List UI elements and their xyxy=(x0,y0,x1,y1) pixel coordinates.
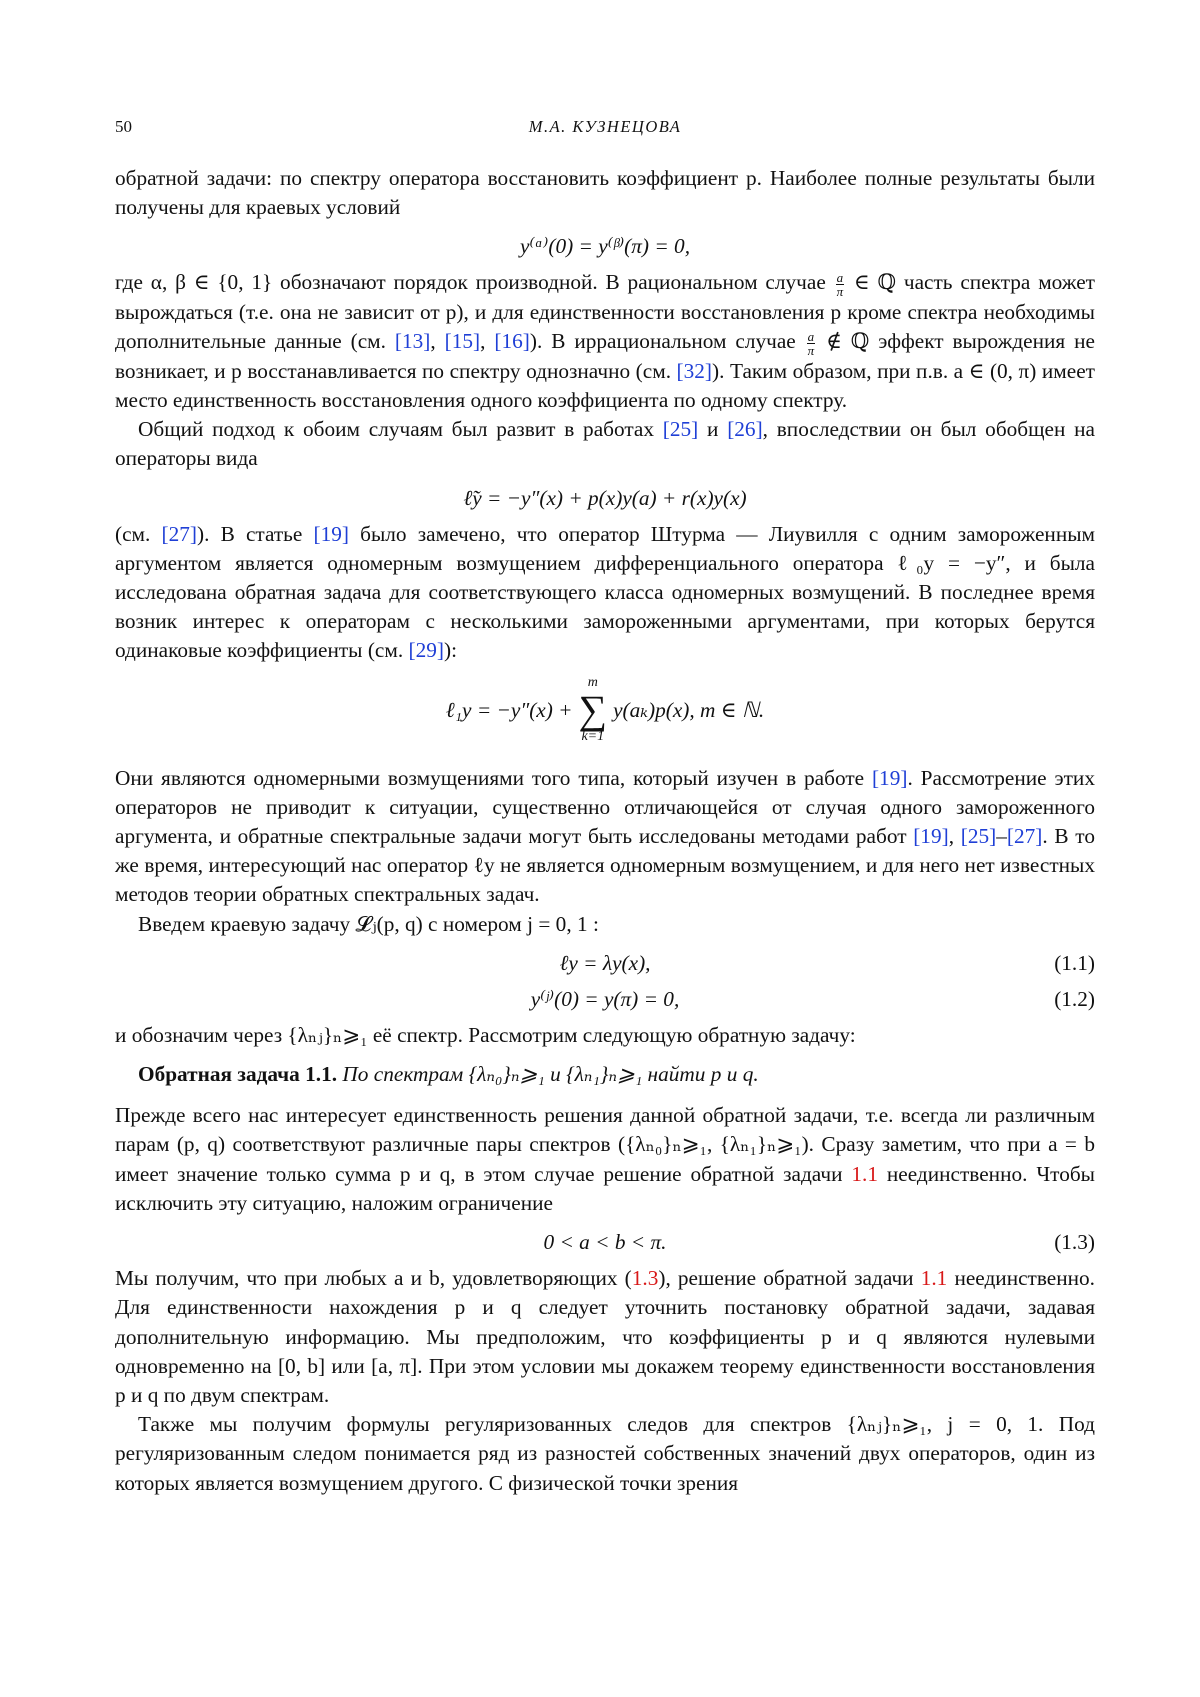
equation-number: (1.3) xyxy=(1054,1230,1095,1255)
tilde-operator-equation xyxy=(115,480,1095,516)
equation-number: (1.1) xyxy=(1054,950,1095,975)
sum-lower-limit: k=1 xyxy=(581,728,605,744)
paragraph-4 xyxy=(115,520,1095,666)
citation-19[interactable]: [19] xyxy=(871,765,908,790)
text-run: , xyxy=(430,329,445,354)
text-run: , впоследствии он был обобщен на операторы вида xyxy=(115,417,1095,471)
equation-text: 0 < a < b < π. xyxy=(543,1230,667,1255)
sum-upper-limit: m xyxy=(587,674,598,690)
problem-text: По спектрам {λₙ₀}ₙ⩾₁ и {λₙ₁}ₙ⩾₁ найти p и q. xyxy=(337,1062,759,1087)
equation-link-1-3[interactable]: 1.3 xyxy=(631,1266,659,1291)
citation-15[interactable]: [15] xyxy=(444,329,481,354)
running-head: М.А. КУЗНЕЦОВА xyxy=(528,117,682,136)
text-run: ), решение обратной задачи xyxy=(658,1266,921,1291)
citation-19[interactable]: [19] xyxy=(313,521,349,546)
citation-29[interactable]: [29] xyxy=(408,638,444,663)
text-run: Прежде всего нас интересует единственность решения данной обратной задачи, т.е. всегда ли различным парам (p, q) соответствуют различные пары спектров ({λₙ₀}ₙ⩾₁, {λₙ₁}ₙ⩾₁). Сразу заметим, что при a = b имеет значение только сумма p и q, в этом случае решение обратной задачи xyxy=(115,1103,1095,1186)
problem-link-1-1[interactable]: 1.1 xyxy=(851,1161,879,1186)
paragraph-10: Также мы получим формулы регуляризованных следов для спектров {λₙⱼ}ₙ⩾₁, j = 0, 1. Под регуляризованным следом понимается ряд из разностей собственных значений двух операторов, один из которых является возмущением другого. С физической точки зрения xyxy=(115,1412,1095,1495)
text-run: где α, β ∈ {0, 1} обозначают порядок производной. В рациональном случае xyxy=(115,270,834,295)
problem-link-1-1[interactable]: 1.1 xyxy=(920,1266,948,1291)
text-run: неединственно. Чтобы исключить эту ситуацию, наложим ограничение xyxy=(115,1161,1095,1215)
text-run: ). В иррациональном случае xyxy=(529,329,805,354)
equation-1-2 xyxy=(115,981,1095,1017)
problem-statement xyxy=(115,1060,1095,1089)
paragraph-3 xyxy=(115,415,1095,473)
citation-13[interactable]: [13] xyxy=(394,329,431,354)
equation-text: y⁽ʲ⁾(0) = y(π) = 0, xyxy=(530,986,680,1011)
equation-number: (1.2) xyxy=(1054,986,1095,1011)
citation-26[interactable]: [26] xyxy=(727,417,763,442)
text-run: . В то же время, интересующий нас оператор ℓy не является одномерным возмущением, и для него нет известных методов теории обратных спектральных задач. xyxy=(115,824,1095,907)
page-header xyxy=(115,112,1095,140)
equation-lhs: ℓ₁y = −y″(x) + xyxy=(445,697,573,722)
problem-label: Обратная задача 1.1. xyxy=(138,1062,338,1087)
citation-25[interactable]: [25] xyxy=(960,824,997,849)
text-run: ). В статье xyxy=(197,521,314,546)
equation-1-3 xyxy=(115,1224,1095,1260)
boundary-condition-equation xyxy=(115,228,1095,264)
sum-symbol xyxy=(579,676,608,744)
citation-27[interactable]: [27] xyxy=(1006,824,1043,849)
text-run: , xyxy=(948,824,961,849)
page-body xyxy=(115,164,1095,1498)
text-run: (см. xyxy=(115,521,162,546)
equation-text xyxy=(446,676,764,744)
text-run: . Рассмотрение этих операторов не приводит к ситуации, существенно отличающейся от случая одного замороженного аргумента, и обратные спектральные задачи могут быть исследованы методами работ xyxy=(115,765,1095,849)
citation-16[interactable]: [16] xyxy=(494,329,530,354)
paragraph-1: обратной задачи: по спектру оператора восстановить коэффициент p. Наиболее полные результаты были получены для краевых условий xyxy=(115,166,1095,220)
text-run: Они являются одномерными возмущениями того типа, который изучен в работе xyxy=(115,765,872,790)
sum-operator-equation xyxy=(115,676,1095,754)
text-run: ). Таким образом, при п.в. a ∈ (0, π) имеет место единственность восстановления одного коэффициента по одному спектру. xyxy=(115,358,1095,413)
fraction-numerator: a xyxy=(836,270,844,286)
text-run: ∉ ℚ эффект вырождения не возникает, и p восстанавливается по спектру однозначно (см. xyxy=(115,329,1096,383)
sigma-glyph: ∑ xyxy=(578,686,608,732)
text-run: ): xyxy=(443,638,457,663)
text-run: Общий подход к обоим случаям был развит в работах xyxy=(138,417,663,442)
fraction-denominator: π xyxy=(807,342,815,358)
page-number: 50 xyxy=(115,117,132,136)
citation-27[interactable]: [27] xyxy=(161,521,197,546)
paragraph-2 xyxy=(115,268,1095,415)
text-run: Мы получим, что при любых a и b, удовлетворяющих ( xyxy=(115,1266,632,1291)
equation-text: ℓy = λy(x), xyxy=(559,950,651,975)
equation-rhs: y(aₖ)p(x), m ∈ ℕ. xyxy=(613,697,765,722)
paragraph-7: и обозначим через {λₙⱼ}ₙ⩾₁ её спектр. Рассмотрим следующую обратную задачу: xyxy=(115,1022,856,1047)
fraction-a-over-pi xyxy=(807,330,816,357)
paragraph-9 xyxy=(115,1264,1095,1410)
text-run: неединственно. Для единственности нахождения p и q следует уточнить постановку обратной задачи, задавая дополнительную информацию. Мы предположим, что коэффициенты p и q являются нулевыми одновременно на [0, b] или [a, π]. При этом условии мы докажем теорему единственности восстановления p и q по двум спектрам. xyxy=(115,1266,1096,1407)
text-run: , xyxy=(480,329,495,354)
paragraph-5 xyxy=(115,764,1095,910)
equation-1-1 xyxy=(115,945,1095,981)
text-run: и xyxy=(698,417,728,442)
equation-text: y⁽ᵅ⁾(0) = y⁽ᵝ⁾(π) = 0, xyxy=(519,234,691,259)
fraction-a-over-pi xyxy=(836,271,845,298)
paragraph-8 xyxy=(115,1101,1095,1218)
text-run: было замечено, что оператор Штурма — Лиувилля с одним замороженным аргументом является одномерным возмущением дифференциального оператора ℓ₀y = −y″, и была исследована обратная задача для соответствующего класса одномерных возмущений. В последнее время возник интерес к операторам с несколькими замороженными аргументами, при которых берутся одинаковые коэффициенты (см. xyxy=(115,521,1095,663)
text-run: ∈ ℚ часть спектра может вырождаться (т.е. она не зависит от p), и для единственности восстановления p кроме спектра необходимы дополнительные данные (см. xyxy=(115,270,1095,354)
citation-25[interactable]: [25] xyxy=(662,417,699,442)
fraction-numerator: a xyxy=(807,328,815,344)
fraction-denominator: π xyxy=(836,284,844,300)
text-run: – xyxy=(996,824,1007,849)
citation-19[interactable]: [19] xyxy=(913,824,949,849)
citation-32[interactable]: [32] xyxy=(676,358,713,383)
paragraph-6: Введем краевую задачу 𝓛ⱼ(p, q) с номером j = 0, 1 : xyxy=(138,911,599,936)
equation-text: ℓ̃y = −y″(x) + p(x)y(a) + r(x)y(x) xyxy=(463,485,747,510)
